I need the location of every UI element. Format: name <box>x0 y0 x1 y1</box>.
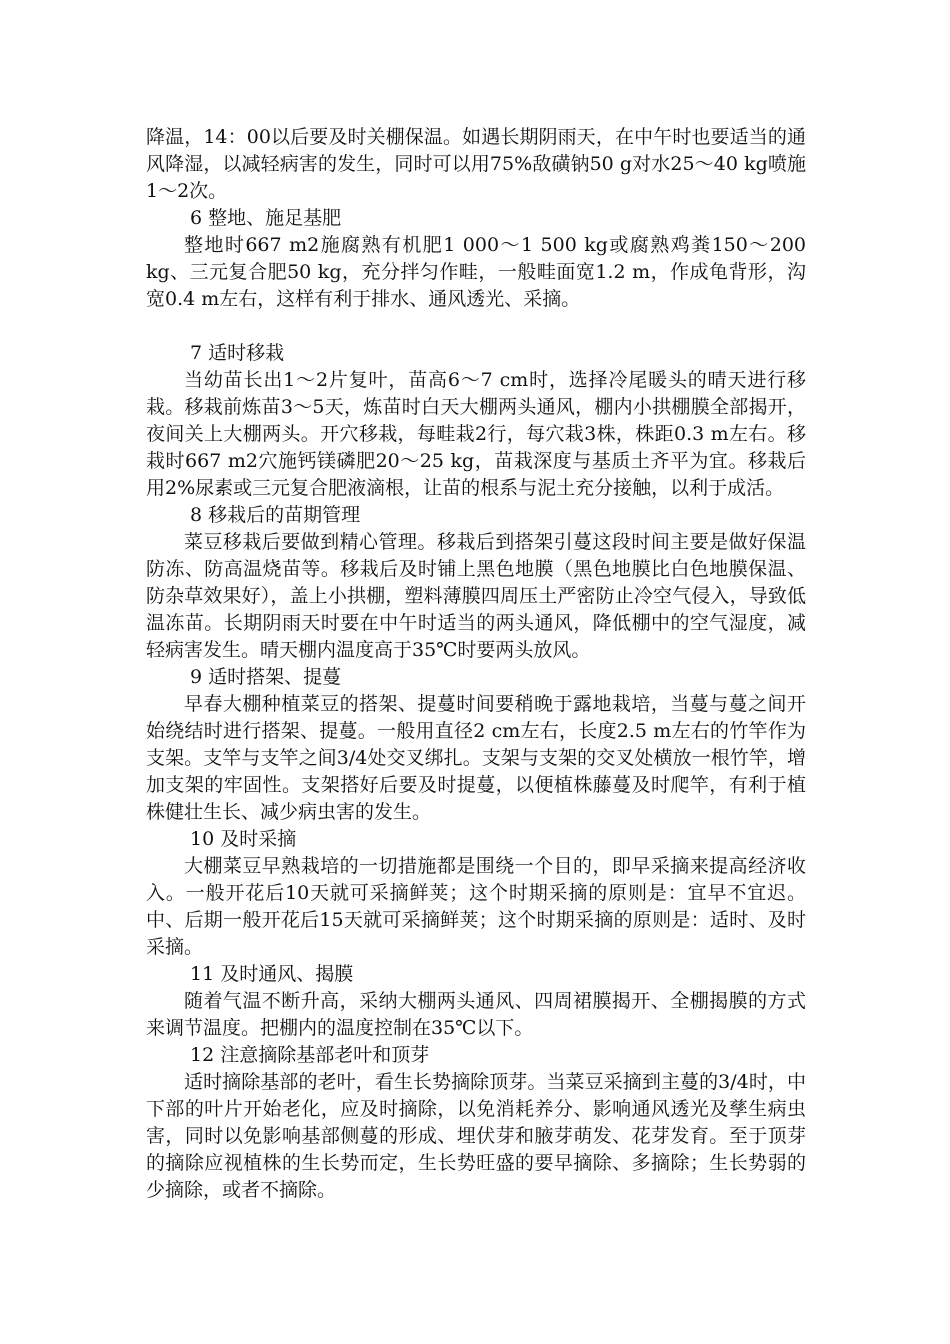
paragraph: 当幼苗长出1～2片复叶，苗高6～7 cm时，选择冷尾暖头的晴天进行移栽。移栽前炼苗3～5天，炼苗时白天大棚两头通风，棚内小拱棚膜全部揭开，夜间关上大棚两头。开穴移栽，每畦栽2行，每穴栽3株，株距0.3 m左右。移栽时667 m2穴施钙镁磷肥20～25 kg，苗栽深度与基质土齐平为宜。移栽后用2%尿素或三元复合肥液滴根，让苗的根系与泥土充分接触，以利于成活。 <box>146 369 806 499</box>
section-heading: 9 适时搭架、提蔓 <box>190 666 342 688</box>
paragraph: 大棚菜豆早熟栽培的一切措施都是围绕一个目的，即早采摘来提高经济收入。一般开花后10天就可采摘鲜荚；这个时期采摘的原则是：宜早不宜迟。中、后期一般开花后15天就可采摘鲜荚；这个时期采摘的原则是：适时、及时采摘。 <box>146 855 806 958</box>
paragraph: 随着气温不断升高，采纳大棚两头通风、四周裙膜揭开、全棚揭膜的方式来调节温度。把棚内的温度控制在35℃以下。 <box>146 990 806 1039</box>
section-heading: 6 整地、施足基肥 <box>190 207 342 229</box>
paragraph: 适时摘除基部的老叶，看生长势摘除顶芽。当菜豆采摘到主蔓的3/4时，中下部的叶片开始老化，应及时摘除，以免消耗养分、影响通风透光及孳生病虫害，同时以免影响基部侧蔓的形成、埋伏芽和腋芽萌发、花芽发育。至于顶芽的摘除应视植株的生长势而定，生长势旺盛的要早摘除、多摘除；生长势弱的少摘除，或者不摘除。 <box>146 1071 806 1201</box>
paragraph: 整地时667 m2施腐熟有机肥1 000～1 500 kg或腐熟鸡粪150～200 kg、三元复合肥50 kg，充分拌匀作畦，一般畦面宽1.2 m，作成龟背形，沟宽0.4 m左右，这样有利于排水、通风透光、采摘。 <box>146 234 806 310</box>
paragraph: 早春大棚种植菜豆的搭架、提蔓时间要稍晚于露地栽培，当蔓与蔓之间开始绕结时进行搭架、提蔓。一般用直径2 cm左右，长度2.5 m左右的竹竿作为支架。支竿与支竿之间3/4处交叉绑扎。支架与支架的交叉处横放一根竹竿，增加支架的牢固性。支架搭好后要及时提蔓，以便植株藤蔓及时爬竿，有利于植株健壮生长、减少病虫害的发生。 <box>146 693 806 823</box>
section-heading: 8 移栽后的苗期管理 <box>190 504 361 526</box>
section-heading: 11 及时通风、揭膜 <box>190 963 354 985</box>
blank-line <box>146 313 806 340</box>
section-heading: 12 注意摘除基部老叶和顶芽 <box>190 1044 430 1066</box>
paragraph: 降温，14：00以后要及时关棚保温。如遇长期阴雨天，在中午时也要适当的通风降湿，以减轻病害的发生，同时可以用75%敌磺钠50 g对水25～40 kg喷施1～2次。 <box>146 126 806 202</box>
section-heading: 10 及时采摘 <box>190 828 297 850</box>
paragraph: 菜豆移栽后要做到精心管理。移栽后到搭架引蔓这段时间主要是做好保温防冻、防高温烧苗等。移栽后及时铺上黑色地膜（黑色地膜比白色地膜保温、防杂草效果好），盖上小拱棚，塑料薄膜四周压土严密防止冷空气侵入，导致低温冻苗。长期阴雨天时要在中午时适当的两头通风，降低棚中的空气湿度，减轻病害发生。晴天棚内温度高于35℃时要两头放风。 <box>146 531 806 661</box>
document-body <box>146 124 806 1204</box>
section-heading: 7 适时移栽 <box>190 342 285 364</box>
